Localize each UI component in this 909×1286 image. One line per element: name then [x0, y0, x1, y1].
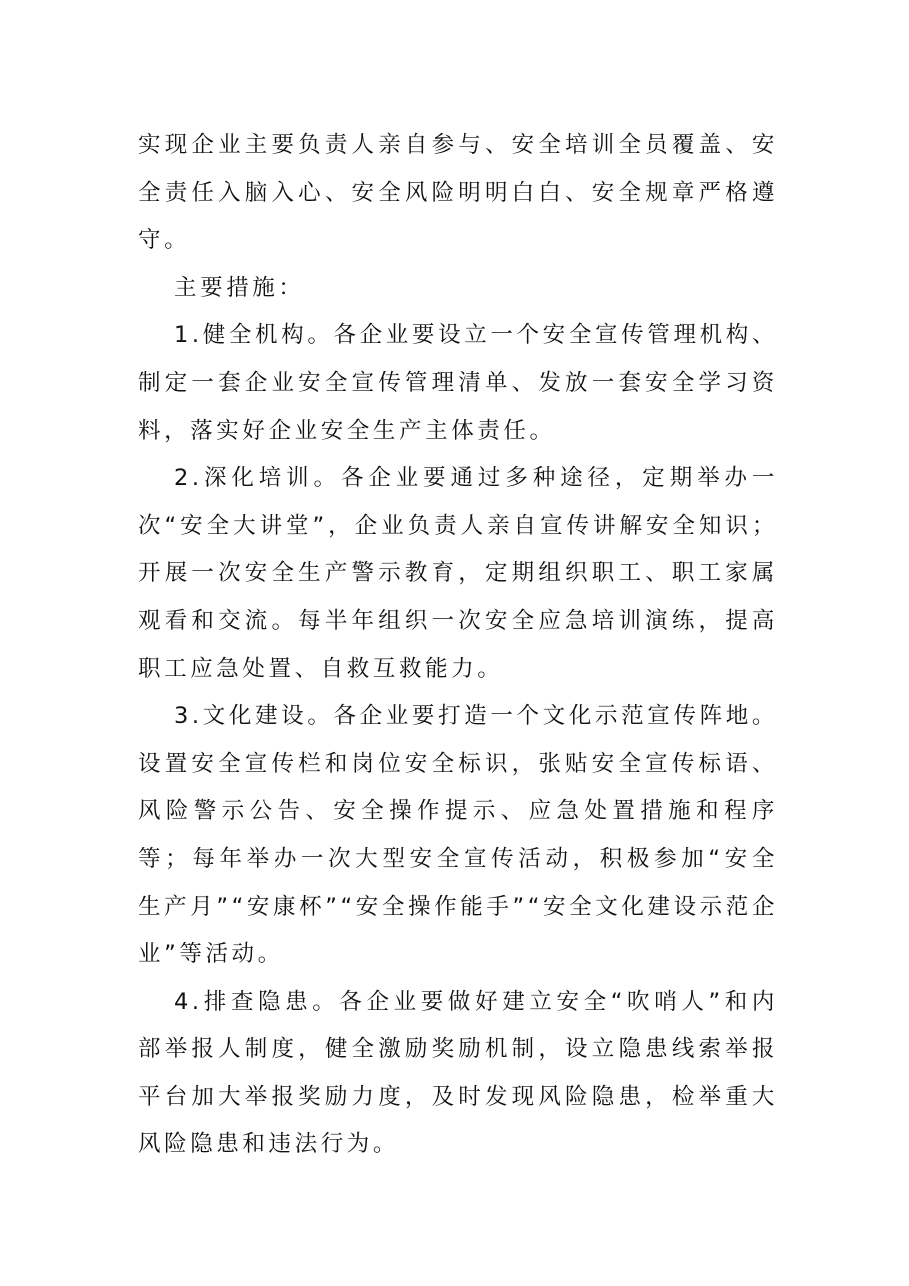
measure-1-paragraph: 1.健全机构。各企业要设立一个安全宣传管理机构、制定一套企业安全宣传管理清单、发放一套安全学习资料，落实好企业安全生产主体责任。 [138, 322, 778, 444]
measures-heading: 主要措施： [174, 274, 305, 301]
measure-3-paragraph: 3.文化建设。各企业要打造一个文化示范宣传阵地。设置安全宣传栏和岗位安全标识，张贴安全宣传标语、风险警示公告、安全操作提示、应急处置措施和程序等；每年举办一次大型安全宣传活动，积极参加“安全生产月”“安康杯”“安全操作能手”“安全文化建设示范企业”等活动。 [138, 703, 778, 968]
intro-continuation-paragraph: 实现企业主要负责人亲自参与、安全培训全员覆盖、安全责任入脑入心、安全风险明明白白、安全规章严格遵守。 [138, 132, 778, 254]
measure-4-paragraph: 4.排查隐患。各企业要做好建立安全“吹哨人”和内部举报人制度，健全激励奖励机制，设立隐患线索举报平台加大举报奖励力度，及时发现风险隐患，检举重大风险隐患和违法行为。 [138, 988, 778, 1158]
document-body [138, 122, 778, 1169]
measure-2-paragraph: 2.深化培训。各企业要通过多种途径，定期举办一次“安全大讲堂”，企业负责人亲自宣传讲解安全知识；开展一次安全生产警示教育，定期组织职工、职工家属观看和交流。每半年组织一次安全应急培训演练，提高职工应急处置、自救互救能力。 [138, 465, 778, 682]
